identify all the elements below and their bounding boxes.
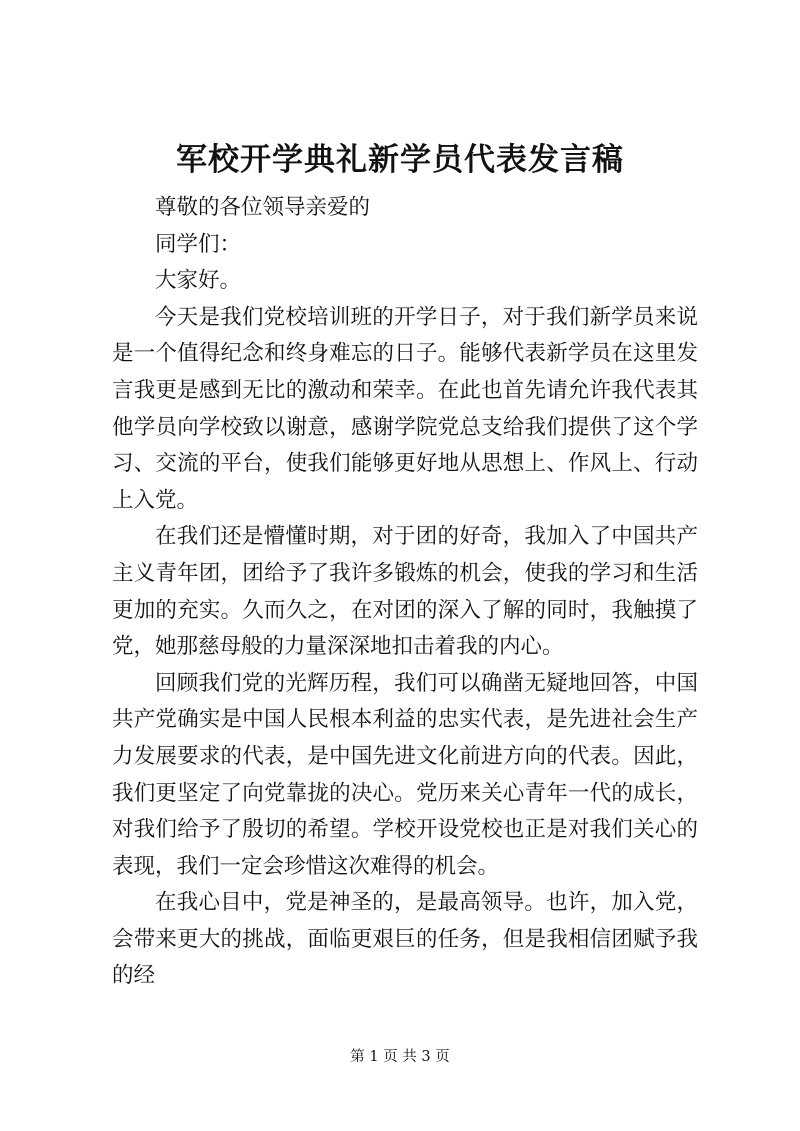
page-footer: 第 1 页 共 3 页 (350, 1049, 450, 1065)
salutation-line-1: 尊敬的各位领导亲爱的 (155, 195, 371, 220)
document-body (112, 190, 698, 995)
salutation-line-2: 同学们： (155, 231, 242, 257)
paragraph: 今天是我们党校培训班的开学日子，对于我们新学员来说是一个值得纪念和终身难忘的日子。能够代表新学员在这里发言我更是感到无比的激动和荣幸。在此也首先请允许我代表其他学员向学校致以谢意，感谢学院党总支给我们提供了这个学习、交流的平台，使我们能够更好地从思想上、作风上、行动上入党。 (112, 304, 698, 513)
paragraph: 在我心目中，党是神圣的，是最高领导。也许，加入党，会带来更大的挑战，面临更艰巨的任务，但是我相信团赋予我的经 (112, 890, 698, 989)
paragraph: 回顾我们党的光辉历程，我们可以确凿无疑地回答，中国共产党确实是中国人民根本利益的忠实代表，是先进社会生产力发展要求的代表，是中国先进文化前进方向的代表。因此，我们更坚定了向党靠拢的决心。党历来关心青年一代的成长，对我们给予了殷切的希望。学校开设党校也正是对我们关心的表现，我们一定会珍惜这次难得的机会。 (112, 670, 698, 879)
greeting: 大家好。 (155, 268, 242, 294)
document-title: 军校开学典礼新学员代表发言稿 (176, 142, 624, 178)
paragraph: 在我们还是懵懂时期，对于团的好奇，我加入了中国共产主义青年团，团给予了我许多锻炼的机会，使我的学习和生活更加的充实。久而久之，在对团的深入了解的同时，我触摸了党，她那慈母般的力量深深地扣击着我的内心。 (112, 524, 698, 660)
